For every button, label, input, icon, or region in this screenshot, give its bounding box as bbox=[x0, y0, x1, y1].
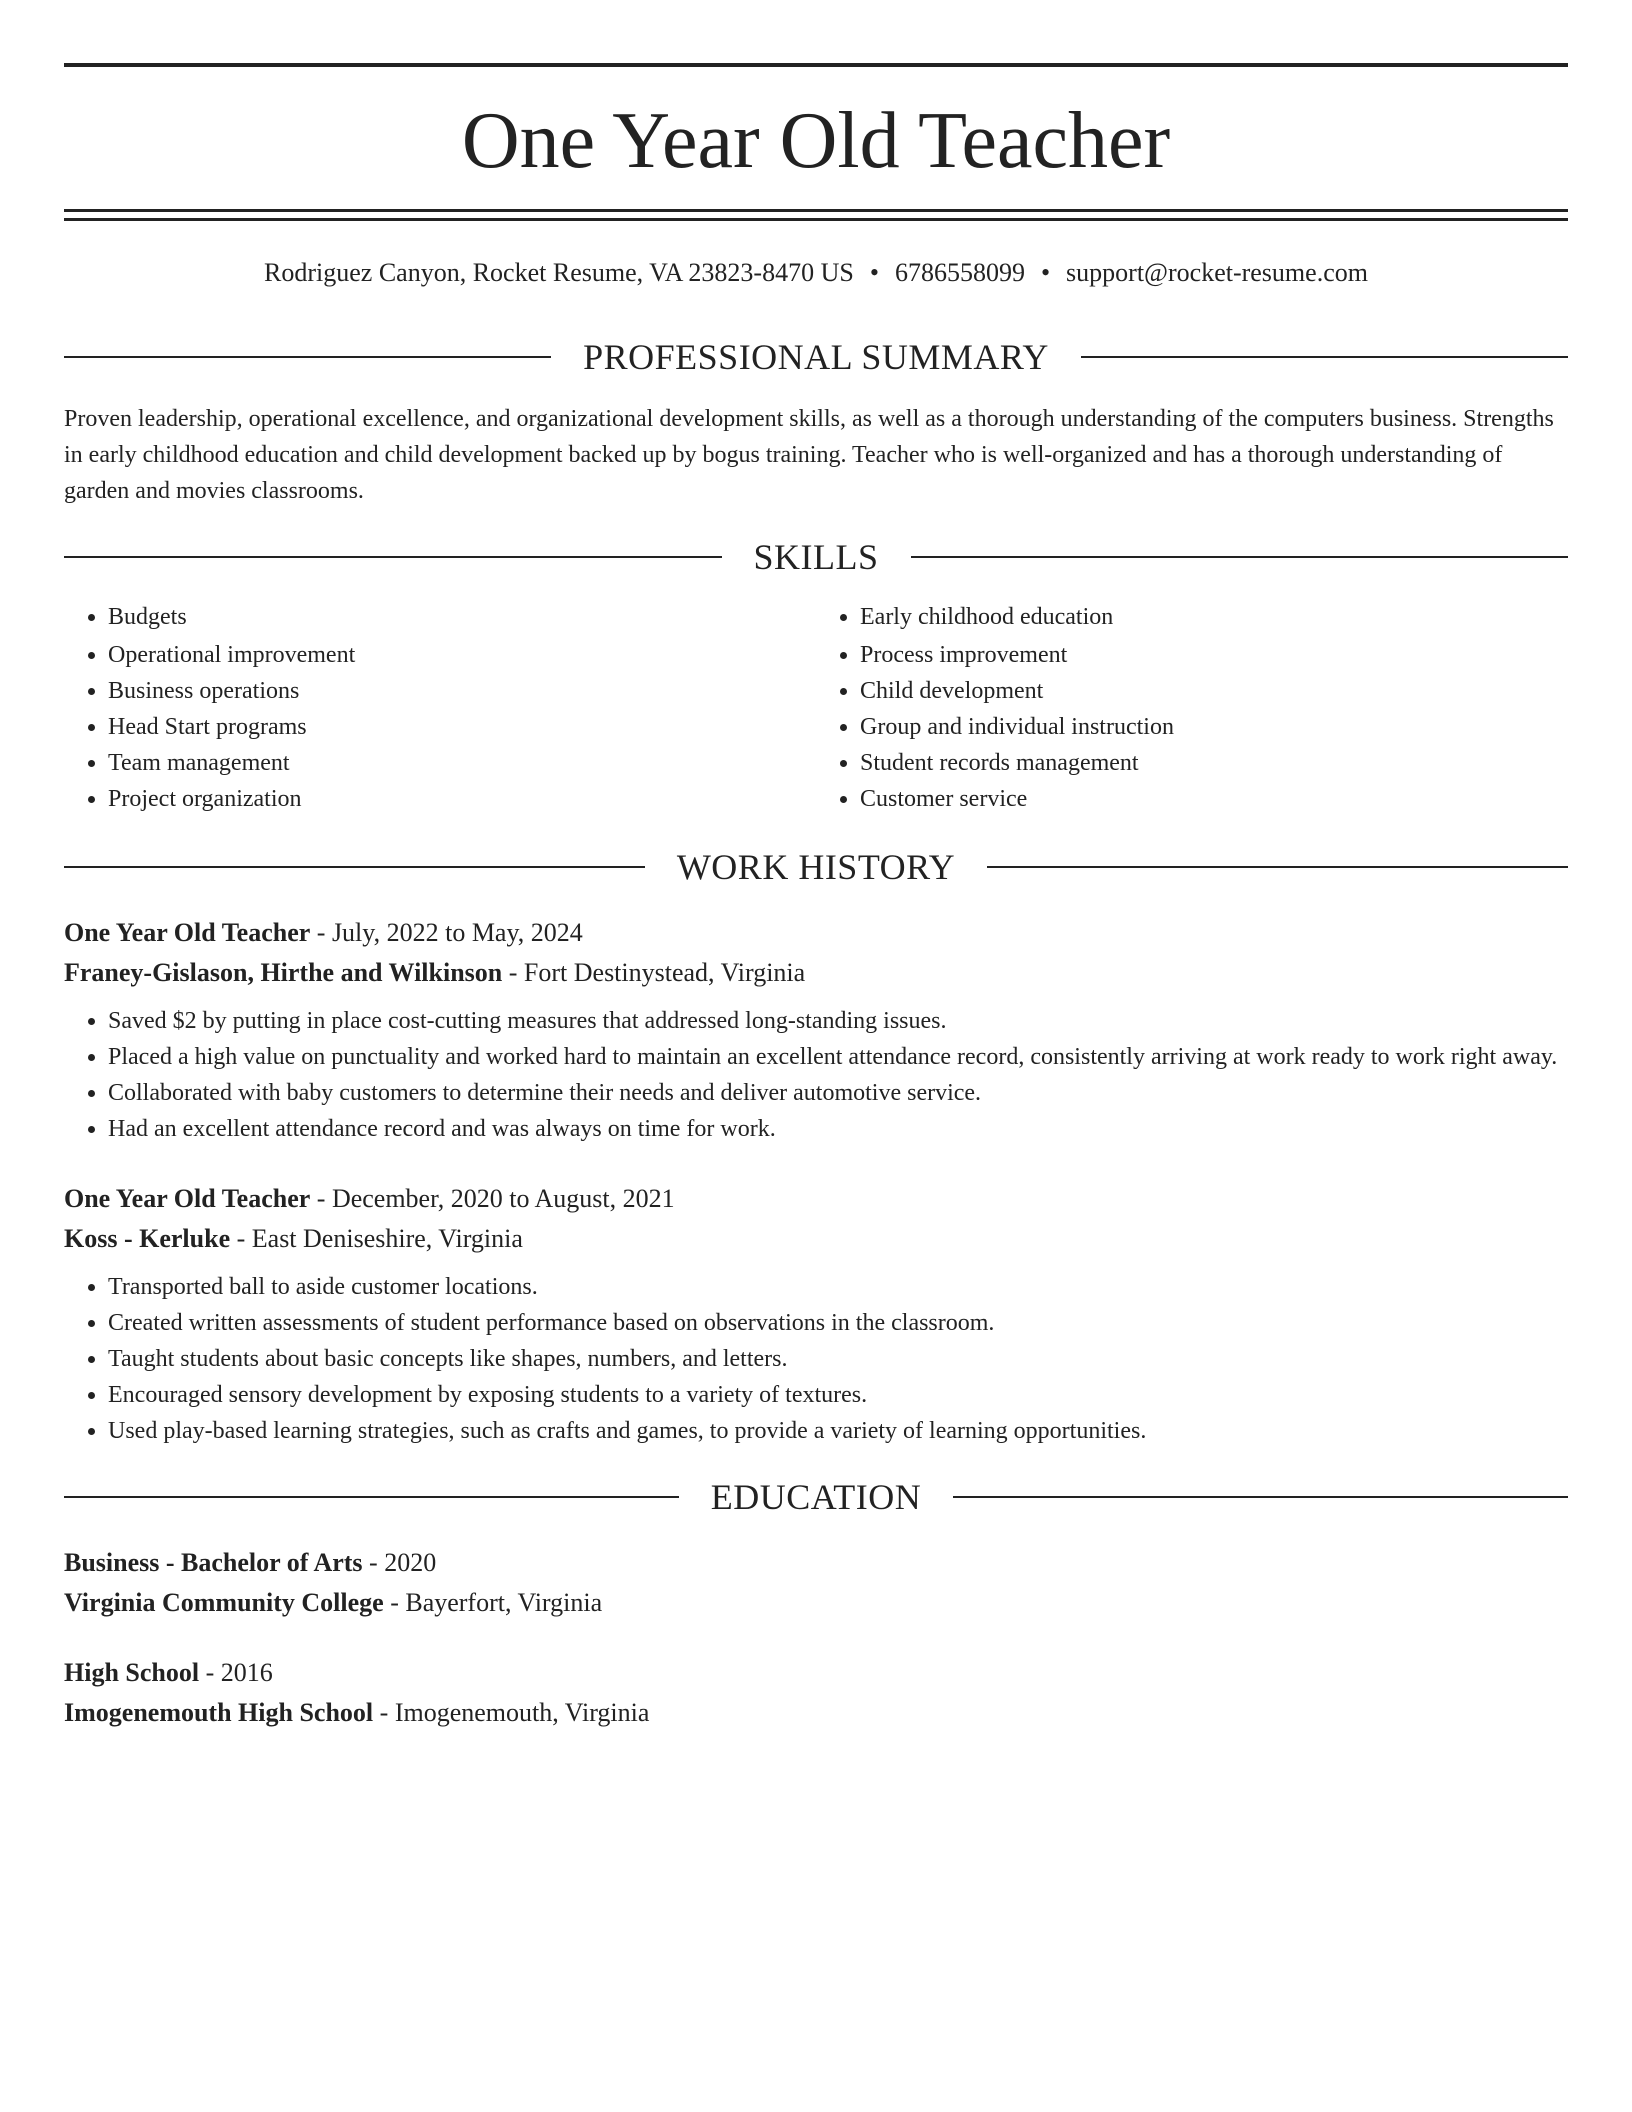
section-title: WORK HISTORY bbox=[676, 847, 956, 887]
education-year: - 2020 bbox=[362, 1548, 437, 1577]
job-company: Koss - Kerluke bbox=[64, 1224, 231, 1253]
heading-rule-left bbox=[64, 1496, 679, 1498]
work-heading bbox=[64, 845, 1568, 889]
education-year: - 2016 bbox=[199, 1658, 273, 1687]
education-school-line bbox=[64, 1693, 1568, 1733]
job-title-line bbox=[64, 913, 1568, 953]
contact-phone: 6786558099 bbox=[894, 258, 1025, 287]
skill-item: • Process improvement bbox=[860, 637, 1568, 673]
resume-page bbox=[64, 0, 1568, 1733]
section-title: PROFESSIONAL SUMMARY bbox=[583, 337, 1049, 377]
education-degree: Business - Bachelor of Arts bbox=[64, 1548, 363, 1577]
heading-rule-left bbox=[64, 356, 551, 358]
job-role: One Year Old Teacher bbox=[64, 918, 311, 947]
skill-item: • Budgets bbox=[108, 599, 816, 635]
job-role: One Year Old Teacher bbox=[64, 1184, 311, 1213]
contact-separator: • bbox=[869, 258, 879, 287]
job-bullet: • Placed a high value on punctuality and worked hard to maintain an excellent attendance record, consistently arriving at work ready to work right away. bbox=[108, 1039, 1568, 1075]
contact-email: support@rocket-resume.com bbox=[1066, 258, 1368, 287]
job-bullet: • Used play-based learning strategies, such as crafts and games, to provide a variety of learning opportunities. bbox=[108, 1413, 1568, 1449]
job-company-line bbox=[64, 953, 1568, 993]
job-dates: - July, 2022 to May, 2024 bbox=[310, 918, 583, 947]
heading-rule-right bbox=[953, 1496, 1568, 1498]
education-degree-line bbox=[64, 1543, 1568, 1583]
skill-item: • Group and individual instruction bbox=[860, 709, 1568, 745]
education-heading bbox=[64, 1475, 1568, 1519]
job-bullet: • Collaborated with baby customers to determine their needs and deliver automotive service. bbox=[108, 1075, 1568, 1111]
contact-separator: • bbox=[1040, 258, 1051, 287]
skills-list bbox=[64, 599, 1568, 817]
job-bullets bbox=[64, 1003, 1568, 1147]
education-entry bbox=[64, 1653, 1568, 1733]
job-company: Franey-Gislason, Hirthe and Wilkinson bbox=[64, 958, 503, 987]
contact-address: Rodriguez Canyon, Rocket Resume, VA 23823-8470 US bbox=[264, 258, 854, 287]
education-location: - Bayerfort, Virginia bbox=[383, 1588, 603, 1617]
header-double-rule bbox=[64, 209, 1568, 221]
skill-item: • Early childhood education bbox=[860, 599, 1568, 635]
job-company-line bbox=[64, 1219, 1568, 1259]
heading-rule-right bbox=[911, 556, 1569, 558]
education-degree: High School bbox=[64, 1658, 200, 1687]
top-rule bbox=[64, 63, 1568, 67]
skill-item: • Team management bbox=[108, 745, 816, 781]
job-location: - East Deniseshire, Virginia bbox=[230, 1224, 523, 1253]
skills-column-left bbox=[64, 599, 816, 817]
skill-item: • Operational improvement bbox=[108, 637, 816, 673]
skill-item: • Head Start programs bbox=[108, 709, 816, 745]
candidate-name: One Year Old Teacher bbox=[461, 97, 1171, 185]
skill-item: • Project organization bbox=[108, 781, 816, 817]
job-bullet: • Had an excellent attendance record and was always on time for work. bbox=[108, 1111, 1568, 1147]
summary-heading bbox=[64, 335, 1568, 379]
education-school-line bbox=[64, 1583, 1568, 1623]
job-entry bbox=[64, 1179, 1568, 1449]
education-school: Imogenemouth High School bbox=[64, 1698, 374, 1727]
job-title-line bbox=[64, 1179, 1568, 1219]
summary-text: Proven leadership, operational excellence, and organizational development skills, as well as a thorough understanding of the computers business. Strengths in early childhood education and child development backed up by bogus training. Teacher who is well-organized and has a thorough understanding of garden and movies classrooms. bbox=[64, 406, 1554, 504]
education-school: Virginia Community College bbox=[64, 1588, 384, 1617]
skill-item: • Child development bbox=[860, 673, 1568, 709]
heading-rule-right bbox=[1081, 356, 1568, 358]
education-degree-line bbox=[64, 1653, 1568, 1693]
heading-rule-right bbox=[987, 866, 1568, 868]
job-bullet: • Created written assessments of student performance based on observations in the classroom. bbox=[108, 1305, 1568, 1341]
job-bullet: • Saved $2 by putting in place cost-cutting measures that addressed long-standing issues. bbox=[108, 1003, 1568, 1039]
skills-heading bbox=[64, 535, 1568, 579]
job-entry bbox=[64, 913, 1568, 1147]
heading-rule-left bbox=[64, 556, 722, 558]
skills-column-right bbox=[816, 599, 1568, 817]
education-location: - Imogenemouth, Virginia bbox=[373, 1698, 650, 1727]
skill-item: • Student records management bbox=[860, 745, 1568, 781]
education-entry bbox=[64, 1543, 1568, 1623]
section-title: EDUCATION bbox=[710, 1477, 922, 1517]
job-bullet: • Transported ball to aside customer locations. bbox=[108, 1269, 1568, 1305]
section-title: SKILLS bbox=[753, 537, 879, 577]
skill-item: • Customer service bbox=[860, 781, 1568, 817]
job-bullet: • Encouraged sensory development by exposing students to a variety of textures. bbox=[108, 1377, 1568, 1413]
job-bullets bbox=[64, 1269, 1568, 1449]
skill-item: • Business operations bbox=[108, 673, 816, 709]
heading-rule-left bbox=[64, 866, 645, 868]
job-bullet: • Taught students about basic concepts like shapes, numbers, and letters. bbox=[108, 1341, 1568, 1377]
contact-line bbox=[64, 255, 1568, 291]
job-dates: - December, 2020 to August, 2021 bbox=[310, 1184, 675, 1213]
job-location: - Fort Destinystead, Virginia bbox=[502, 958, 806, 987]
